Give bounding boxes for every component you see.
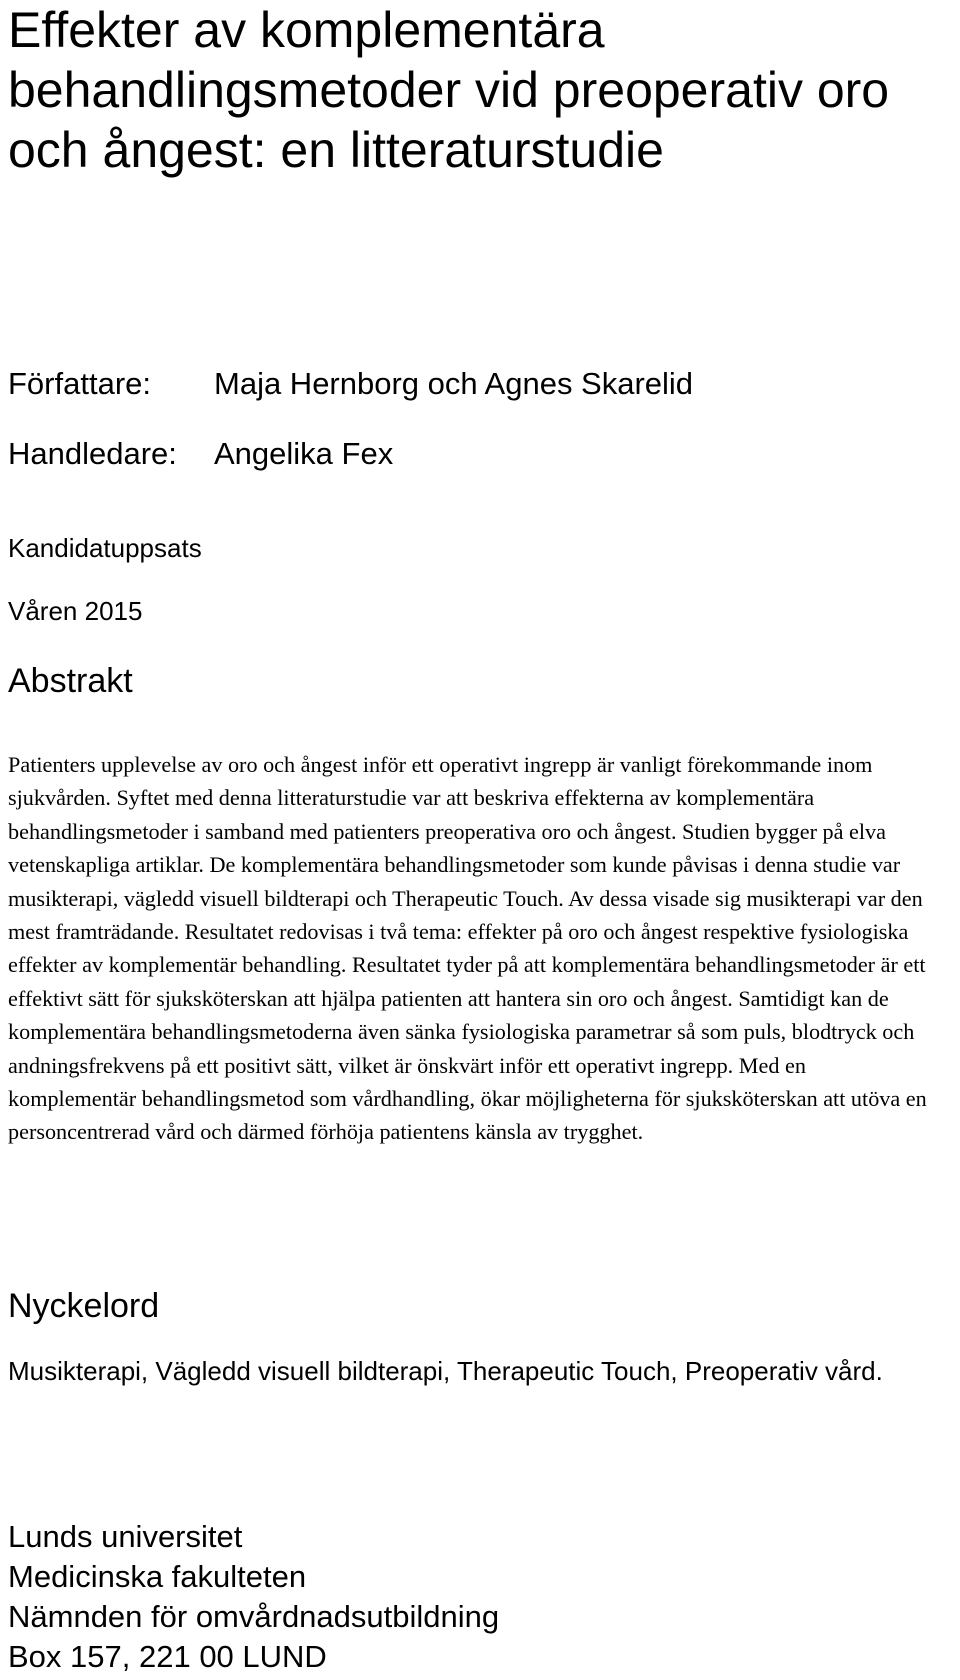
author-label: Författare:: [8, 366, 151, 401]
keywords-text: Musikterapi, Vägledd visuell bildterapi, Therapeutic Touch, Preoperativ vård.: [8, 1356, 883, 1386]
author-row: [8, 366, 693, 402]
abstract-heading: Abstrakt: [8, 662, 133, 700]
address-line-postal: Box 157, 221 00 LUND: [8, 1639, 327, 1674]
supervisor-label: Handledare:: [8, 436, 177, 471]
author-value: Maja Hernborg och Agnes Skarelid: [214, 366, 694, 401]
supervisor-row: [8, 436, 393, 472]
supervisor-value: Angelika Fex: [214, 436, 394, 471]
thesis-type: Kandidatuppsats: [8, 533, 202, 563]
document-title: Effekter av komplementära behandlingsmetoder vid preoperativ oro och ångest: en litteraturstudie: [8, 2, 890, 178]
address-line-university: Lunds universitet: [8, 1519, 243, 1554]
abstract-text: Patienters upplevelse av oro och ångest inför ett operativt ingrepp är vanligt förekommande inom sjukvården. Syftet med denna litteraturstudie var att beskriva effekterna av komplementära behandlingsmetoder i samband med patienters preoperativa oro och ångest. Studien bygger på elva vetenskapliga artiklar. De komplementära behandlingsmetoder som kunde påvisas i denna studie var musikterapi, vägledd visuell bildterapi och Therapeutic Touch. Av dessa visade sig musikterapi var den mest framträdande. Resultatet redovisas i två tema: effekter på oro och ångest respektive fysiologiska effekter av komplementär behandling. Resultatet tyder på att komplementära behandlingsmetoder är ett effektivt sätt för sjuksköterskan att hjälpa patienten att hantera sin oro och ångest. Samtidigt kan de komplementära behandlingsmetoderna även sänka fysiologiska parametrar så som puls, blodtryck och andningsfrekvens på ett positivt sätt, vilket är önskvärt inför ett operativt ingrepp. Med en komplementär behandlingsmetod som vårdhandling, ökar möjligheterna för sjuksköterskan att utöva en personcentrerad vård och därmed förhöja patientens känsla av trygghet.: [8, 752, 927, 1145]
address-line-board: Nämnden för omvårdnadsutbildning: [8, 1599, 500, 1634]
address-block: [8, 1517, 499, 1677]
term: Våren 2015: [8, 596, 143, 626]
keywords-heading: Nyckelord: [8, 1287, 160, 1325]
address-line-faculty: Medicinska fakulteten: [8, 1559, 307, 1594]
